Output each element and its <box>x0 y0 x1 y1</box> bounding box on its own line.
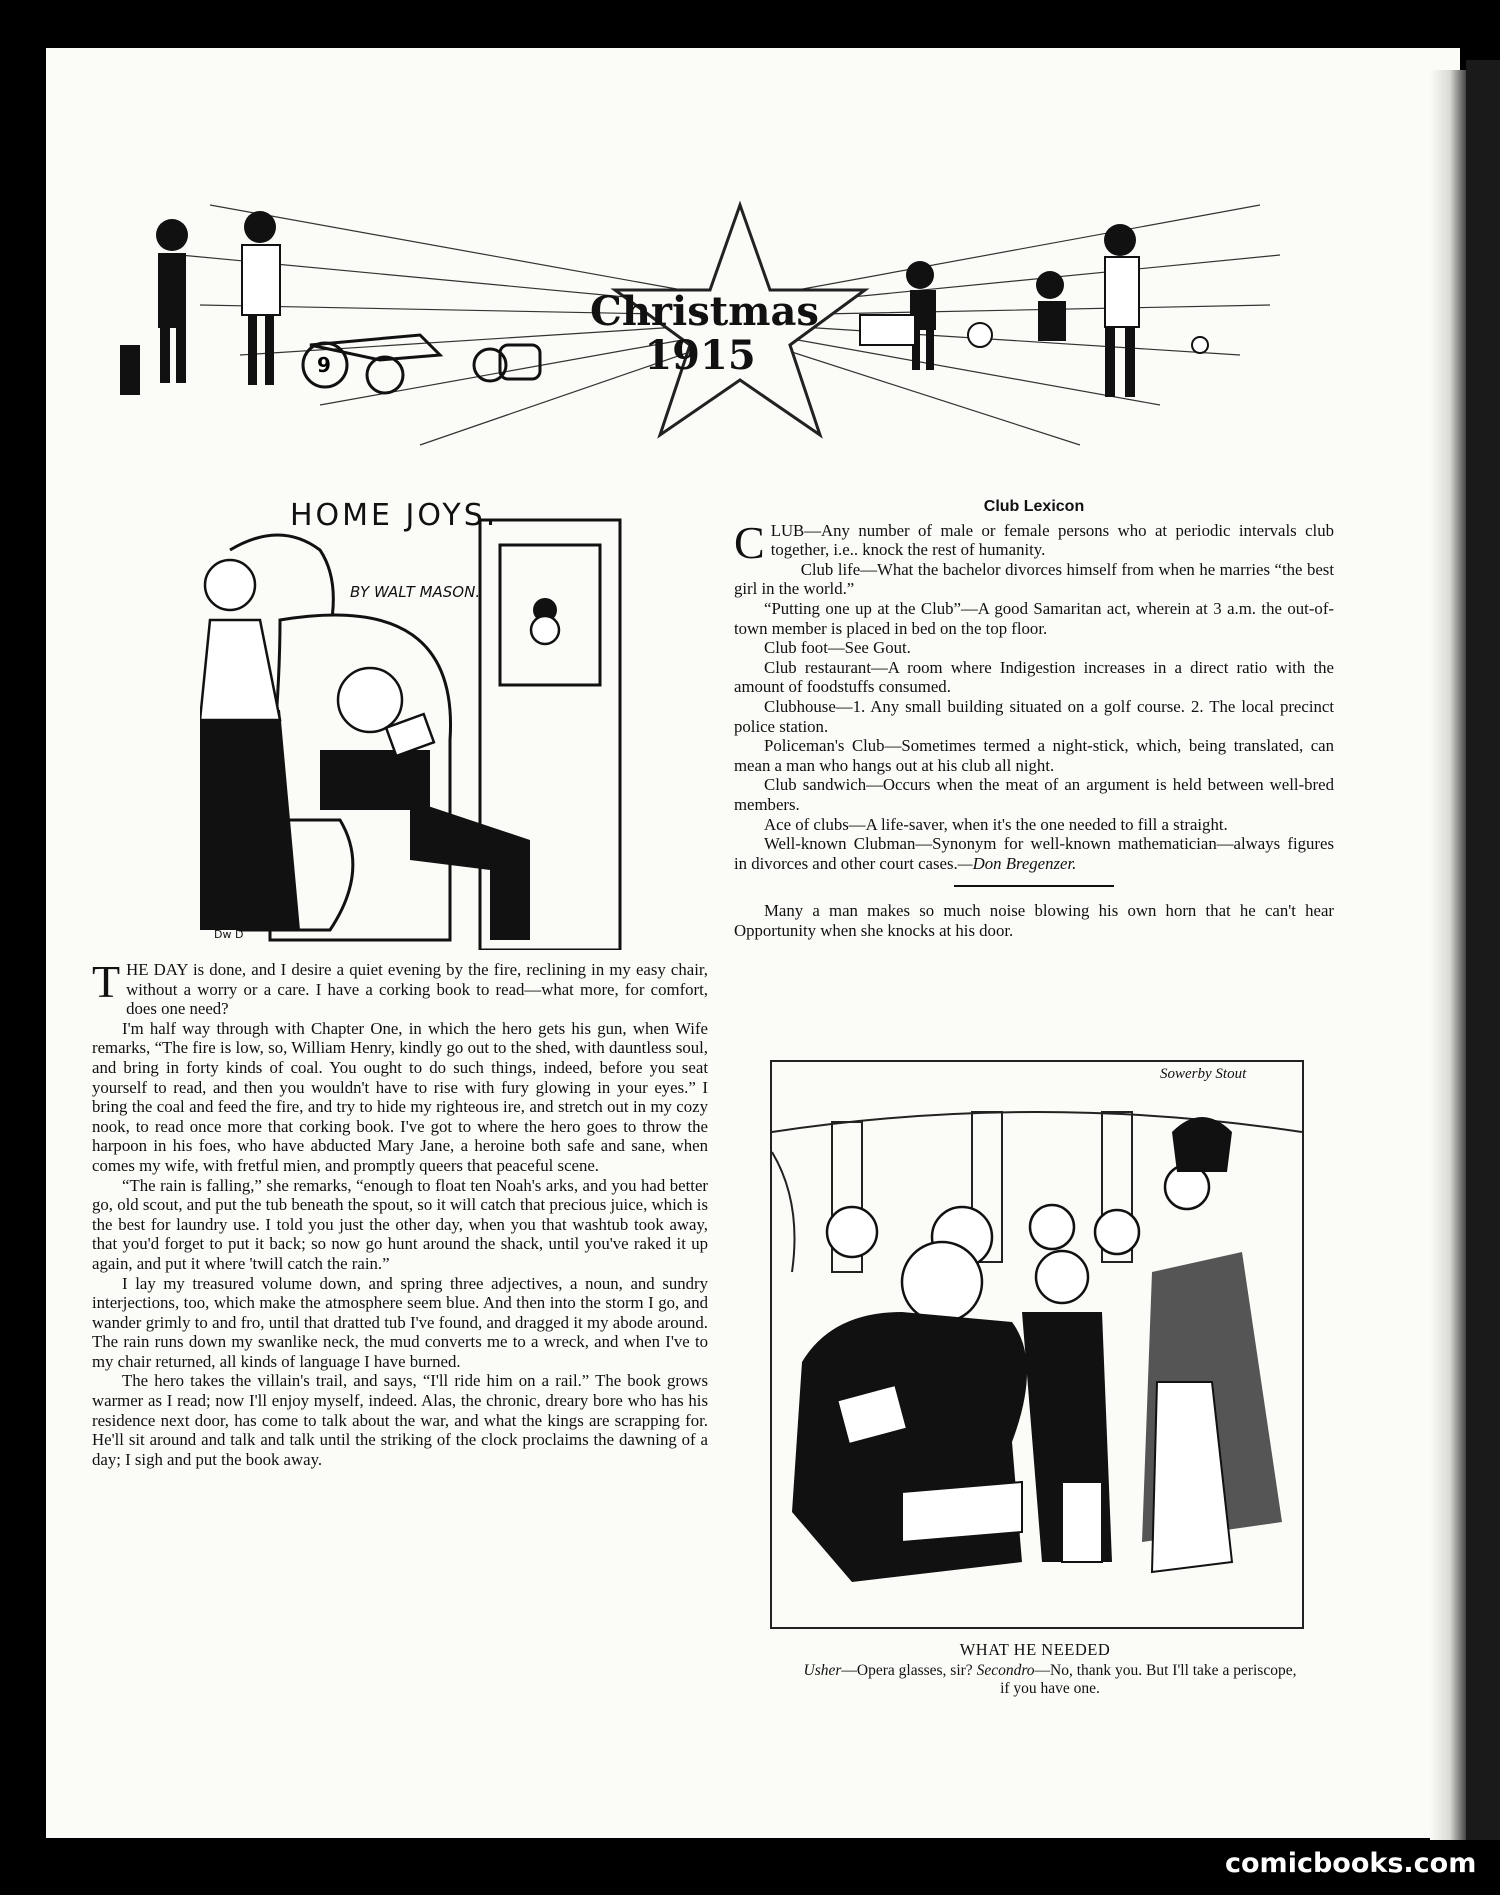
what-he-needed-cartoon <box>770 1060 1304 1629</box>
poem-paragraph: I lay my treasured volume down, and spring three adjectives, a noun, and sundry interjections, too, which make the atmosphere seem blue. And then into the storm I go, and wander grimly to and fro, until that dratted tub I've found, and dragged it my abode around. The rain runs down my swanlike neck, the mud converts me to a wreck, and when I've to my chair returned, all kinds of language I have burned. <box>92 1273 708 1371</box>
lexicon-entry: Club sandwich—Occurs when the meat of an argument is held between well-bred members. <box>734 775 1334 814</box>
poem-dropcap: T <box>92 956 121 1007</box>
lexicon-entry: Ace of clubs—A life-saver, when it's the one needed to fill a straight. <box>764 814 1228 834</box>
lexicon-dropcap: C <box>734 516 765 568</box>
page-gutter <box>1430 70 1470 1840</box>
svg-text:9: 9 <box>317 353 331 377</box>
cartoon-caption-title: WHAT HE NEEDED <box>959 1640 1111 1659</box>
lexicon-entry: Club restaurant—A room where Indigestion increases in a direct ratio with the amount of foodstuffs consumed. <box>734 657 1334 697</box>
cartoon-caption-body <box>800 1662 1300 1698</box>
club-lexicon-column <box>734 497 1334 940</box>
section-divider <box>954 885 1114 887</box>
banner-title-year: 1915 <box>644 332 756 379</box>
secondro-label: Secondro <box>976 1662 1035 1679</box>
home-joys-byline: BY WALT MASON. <box>350 583 481 601</box>
secondro-line: —No, thank you. But I'll take a periscope, if you have one. <box>1000 1662 1297 1697</box>
banner-title <box>590 288 819 379</box>
lexicon-entry-text: LUB—Any number of male or female persons who at periodic intervals club together, i.e.. knock the rest of humanity. <box>770 520 1334 560</box>
lexicon-entry <box>734 516 1334 568</box>
cartoon-signature: Sowerby Stout <box>1160 1066 1247 1082</box>
lexicon-entry: Club life—What the bachelor divorces himself from when he marries “the best girl in the world.” <box>734 559 1334 599</box>
next-page-edge <box>1466 60 1500 1840</box>
lexicon-author: —Don Bregenzer. <box>957 853 1077 873</box>
poem-paragraph-text: HE DAY is done, and I desire a quiet evening by the fire, reclining in my easy chair, without a worry or a care. I have a corking book to read—what more, for comfort, does one need? <box>126 960 708 1019</box>
banner-title-christmas: Christmas <box>590 288 819 335</box>
lexicon-entry <box>734 834 1334 873</box>
lexicon-entry: Club foot—See Gout. <box>764 638 911 658</box>
quip-text: Many a man makes so much noise blowing his own horn that he can't hear Opportunity when she knocks at his door. <box>734 901 1334 940</box>
usher-line: —Opera glasses, sir? <box>841 1662 973 1679</box>
poem-paragraph: I'm half way through with Chapter One, in which the hero gets his gun, when Wife remarks, “The fire is low, so, William Henry, kindly go out to the shed, with dauntless soul, and bring in forty kinds of coal. You ought to do such things, indeed, before you seat yourself to read, and then you wouldn't have to rise with fury glowing in your eyes.” I bring the coal and feed the fire, and try to hide my righteous ire, and stretch out in my cozy nook, to read once more that corking book. I've got to where the hero goes to throw the harpoon in his foes, who have abducted Mary Jane, a heroine both safe and sane, when comes my wife, with fretful mien, and promptly queers that peaceful scene. <box>92 1018 708 1175</box>
home-joys-title: HOME JOYS. <box>290 498 499 533</box>
poem-column <box>92 956 708 1469</box>
home-joys-illustration <box>200 490 650 950</box>
poem-paragraph: The hero takes the villain's trail, and says, “I'll ride him on a rail.” The book grows warmer as I read; now I'll enjoy myself, indeed. Alas, the chronic, dreary bore who has his residence next door, has come to talk about the war, and what the kings are scrapping for. He'll sit around and talk and talk until the striking of the clock proclaims the dawning of a day; I sigh and put the book away. <box>92 1371 708 1469</box>
poem-paragraph <box>92 956 708 1019</box>
usher-label: Usher <box>803 1662 842 1679</box>
lexicon-entry: Policeman's Club—Sometimes termed a night-stick, which, being translated, can mean a man who hangs out at his club all night. <box>734 736 1334 775</box>
site-watermark: comicbooks.com <box>1225 1848 1477 1879</box>
lexicon-entry-text: Well-known Clubman—Synonym for well-known mathematician—always figures in divorces and other court cases. <box>734 834 1334 873</box>
home-joys-artist-signature: Dw D <box>214 928 244 941</box>
club-lexicon-heading: Club Lexicon <box>983 498 1085 515</box>
lexicon-entry: “Putting one up at the Club”—A good Samaritan act, wherein at 3 a.m. the out-of-town member is placed in bed on the top floor. <box>734 598 1334 638</box>
lexicon-entry: Clubhouse—1. Any small building situated on a golf course. 2. The local precinct police station. <box>734 696 1334 736</box>
poem-paragraph: “The rain is falling,” she remarks, “enough to float ten Noah's arks, and you had better go, old scout, and put the tub beneath the spout, so it will catch that precious juice, which is the best for laundry use. I told you just the other day, when you that washtub took away, that you'd forget to put it back; so now go hunt around the shack, until you've raked it up again, and put it where 'twill catch the rain.” <box>92 1175 708 1273</box>
